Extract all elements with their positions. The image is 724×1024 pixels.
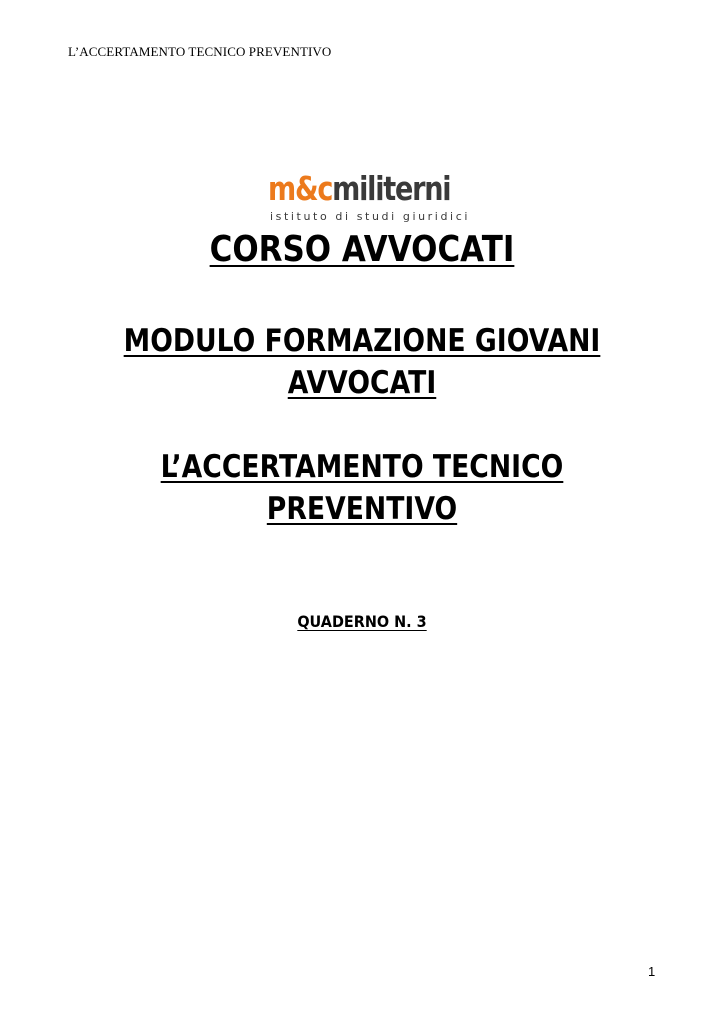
militerni-logo xyxy=(268,170,468,226)
module-title-line2: AVVOCATI xyxy=(287,365,437,401)
logo-name: militerni xyxy=(332,169,451,208)
module-title-line1: MODULO FORMAZIONE GIOVANI xyxy=(123,323,601,359)
notebook-number: QUADERNO N. 3 xyxy=(297,612,427,631)
logo-wordmark xyxy=(268,170,450,208)
running-header: L’ACCERTAMENTO TECNICO PREVENTIVO xyxy=(68,44,332,59)
page-number: 1 xyxy=(648,964,656,979)
course-title: CORSO AVVOCATI xyxy=(209,229,515,270)
logo-mark: m&c xyxy=(268,169,333,208)
logo-tagline: istituto di studi giuridici xyxy=(270,210,470,223)
topic-title-line1: L’ACCERTAMENTO TECNICO xyxy=(160,449,564,485)
topic-title-line2: PREVENTIVO xyxy=(266,491,458,527)
